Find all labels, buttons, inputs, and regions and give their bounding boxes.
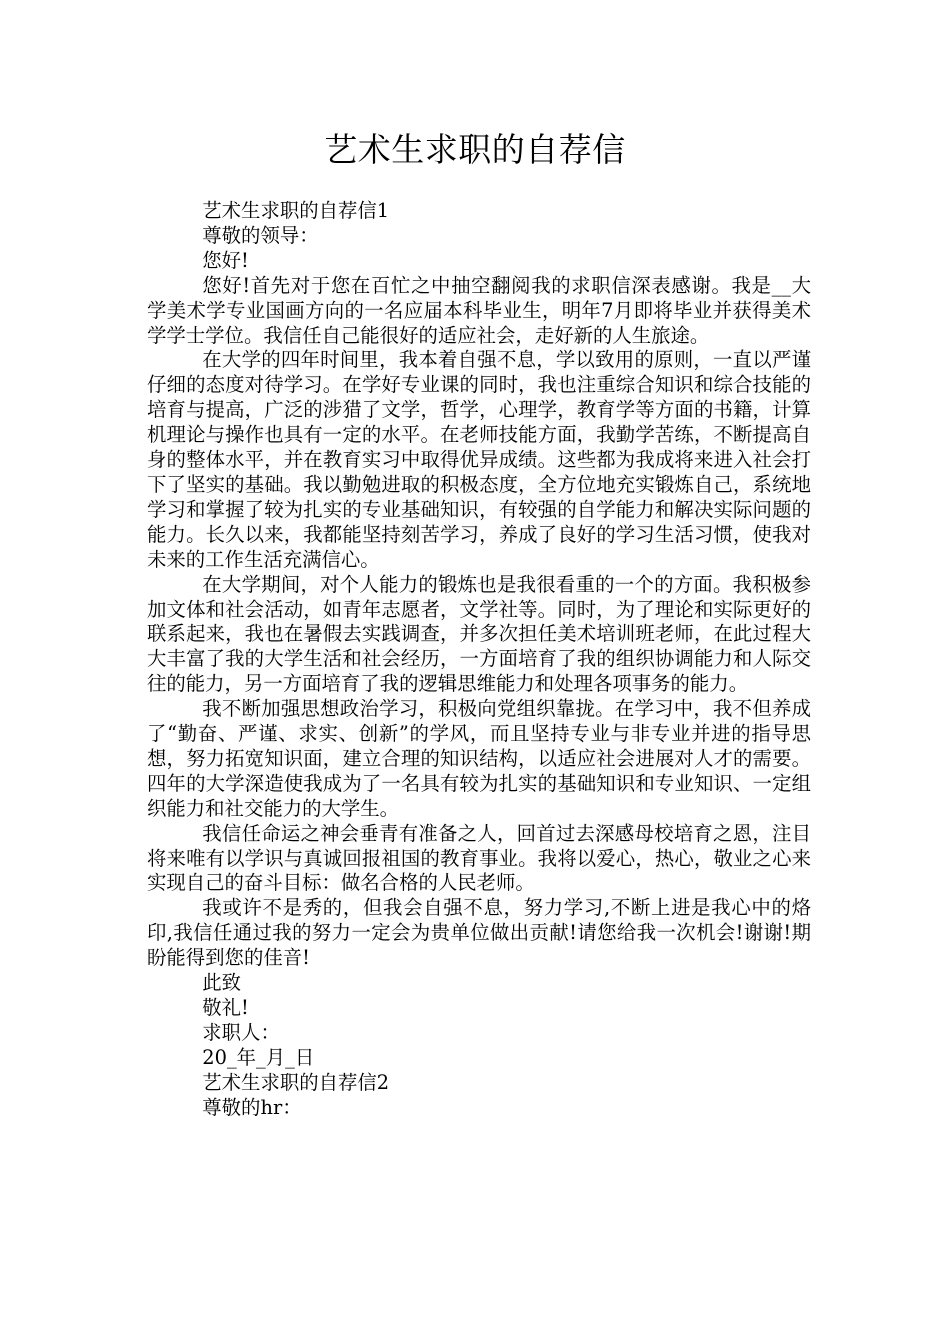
date-line: 20_年_月_日 [202,1045,315,1069]
body-paragraph-intro: 您好!首先对于您在百忙之中抽空翻阅我的求职信深表感谢。我是__大学美术学专业国画方向的一名应届本科毕业生，明年7月即将毕业并获得美术学学士学位。我信任自己能很好的适应社会，走好新的人生旅途。 [147,273,811,347]
signature-label: 求职人： [202,1020,280,1044]
section-heading-1: 艺术生求职的自荐信1 [202,199,390,222]
document-body [147,199,811,1121]
body-paragraph-aspiration: 我信任命运之神会垂青有准备之人，回首过去深感母校培育之恩，注目将来唯有以学识与真诚回报祖国的教育事业。我将以爱心，热心，敬业之心来实现自己的奋斗目标：做名合格的人民老师。 [147,821,811,895]
salutation: 尊敬的领导： [202,223,319,247]
closing-salute: 敬礼! [202,996,249,1019]
body-paragraph-study: 在大学的四年时间里，我本着自强不息，学以致用的原则，一直以严谨仔细的态度对待学习。在学好专业课的同时，我也注重综合知识和综合技能的培育与提高，广泛的涉猎了文学，哲学，心理学，教育学等方面的书籍，计算机理论与操作也具有一定的水平。在老师技能方面，我勤学苦练，不断提高自身的整体水平，并在教育实习中取得优异成绩。这些都为我成将来进入社会打下了坚实的基础。我以勤勉进取的积极态度，全方位地充实锻炼自己，系统地学习和掌握了较为扎实的专业基础知识，有较强的自学能力和解决实际问题的能力。长久以来，我都能坚持刻苦学习，养成了良好的学习生活习惯，使我对未来的工作生活充满信心。 [147,348,811,571]
body-paragraph-closing: 我或许不是秀的，但我会自强不息，努力学习,不断上进是我心中的烙印,我信任通过我的努力一定会为贵单位做出贡献!请您给我一次机会!谢谢!期盼能得到您的佳音! [147,896,811,970]
body-paragraph-activities: 在大学期间，对个人能力的锻炼也是我很看重的一个的方面。我积极参加文体和社会活动，如青年志愿者，文学社等。同时，为了理论和实际更好的联系起来，我也在暑假去实践调查，并多次担任美术培训班老师，在此过程大大丰富了我的大学生活和社会经历，一方面培育了我的组织协调能力和人际交往的能力，另一方面培育了我的逻辑思维能力和处理各项事务的能力。 [147,572,811,696]
document-title: 艺术生求职的自荐信 [324,130,626,169]
body-paragraph-politics: 我不断加强思想政治学习，积极向党组织靠拢。在学习中，我不但养成了“勤奋、严谨、求实、创新”的学风，而且坚持专业与非专业并进的指导思想，努力拓宽知识面，建立合理的知识结构，以适应社会进展对人才的需要。四年的大学深造使我成为了一名具有较为扎实的基础知识和专业知识、一定组织能力和社交能力的大学生。 [147,697,811,820]
salutation-2: 尊敬的hr： [202,1095,302,1119]
greeting: 您好! [202,248,249,272]
closing-phrase: 此致 [202,971,242,995]
section-heading-2: 艺术生求职的自荐信2 [202,1070,390,1094]
